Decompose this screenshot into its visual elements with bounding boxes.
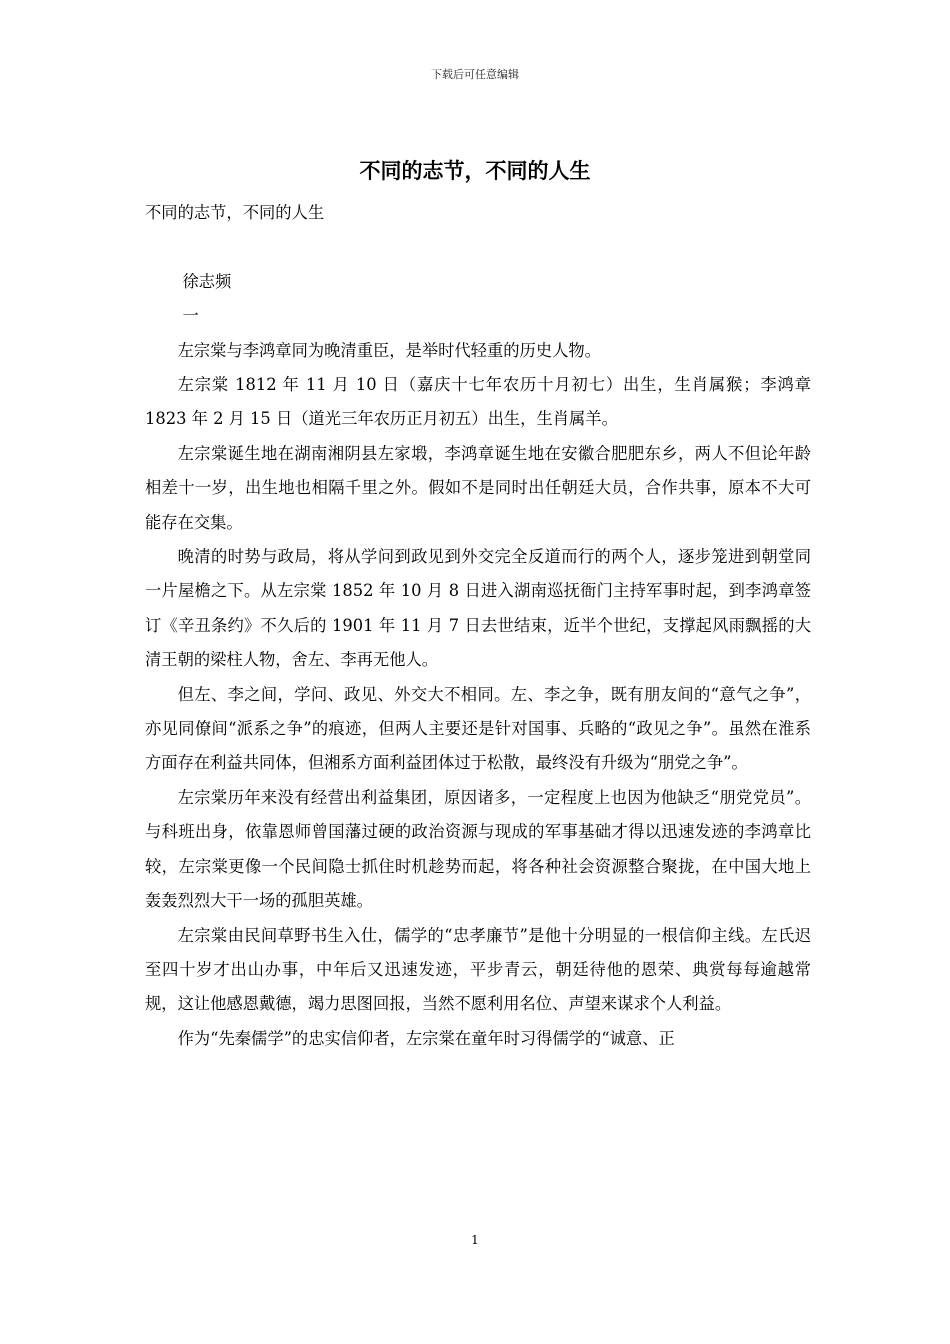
header-note: 下载后可任意编辑 — [431, 68, 519, 81]
document-title: 不同的志节，不同的人生 — [359, 158, 591, 183]
paragraph: 左宗棠由民间草野书生入仕，儒学的“忠孝廉节”是他十分明显的一根信仰主线。左氏迟至四十岁才出山办事，中年后又迅速发迹，平步青云，朝廷待他的恩荣、典赏每每逾越常规，这让他感恩戴德，竭力思图回报，当然不愿利用名位、声望来谋求个人利益。 — [145, 925, 811, 1014]
blank-line — [145, 230, 811, 264]
document-body — [145, 196, 811, 1056]
section-marker: 一 — [182, 306, 199, 326]
paragraph: 左宗棠诞生地在湖南湘阴县左家塅，李鸿章诞生地在安徽合肥肥东乡，两人不但论年龄相差十一岁，出生地也相隔千里之外。假如不是同时出任朝廷大员，合作共事，原本不大可能存在交集。 — [145, 443, 811, 532]
paragraph: 但左、李之间，学问、政见、外交大不相同。左、李之争，既有朋友间的“意气之争”，亦见同僚间“派系之争”的痕迹，但两人主要还是针对国事、兵略的“政见之争”。虽然在淮系方面存在利益共同体，但湘系方面利益团体过于松散，最终没有升级为“朋党之争”。 — [145, 684, 811, 773]
paragraph: 左宗棠 1812 年 11 月 10 日（嘉庆十七年农历十月初七）出生，生肖属猴；李鸿章 1823 年 2 月 15 日（道光三年农历正月初五）出生，生肖属羊。 — [145, 375, 811, 429]
document-subtitle: 不同的志节，不同的人生 — [145, 203, 325, 222]
paragraph: 左宗棠历年来没有经营出利益集团，原因诸多，一定程度上也因为他缺乏“朋党党员”。与科班出身，依靠恩师曾国藩过硬的政治资源与现成的军事基础才得以迅速发迹的李鸿章比较，左宗棠更像一个民间隐士抓住时机趁势而起，将各种社会资源整合聚拢，在中国大地上轰轰烈烈大干一场的孤胆英雄。 — [145, 787, 811, 911]
page-number: 1 — [471, 1233, 479, 1247]
paragraph: 左宗棠与李鸿章同为晚清重臣，是举时代轻重的历史人物。 — [177, 340, 601, 360]
author-name: 徐志频 — [182, 271, 232, 291]
paragraph: 作为“先秦儒学”的忠实信仰者，左宗棠在童年时习得儒学的“诚意、正 — [177, 1028, 675, 1048]
paragraph: 晚清的时势与政局，将从学问到政见到外交完全反道而行的两个人，逐步笼进到朝堂同一片屋檐之下。从左宗棠 1852 年 10 月 8 日进入湖南巡抚衙门主持军事时起，到李鸿章签订《辛丑条约》不久后的 1901 年 11 月 7 日去世结束，近半个世纪，支撑起风雨飘摇的大清王朝的梁柱人物，舍左、李再无他人。 — [145, 547, 811, 670]
